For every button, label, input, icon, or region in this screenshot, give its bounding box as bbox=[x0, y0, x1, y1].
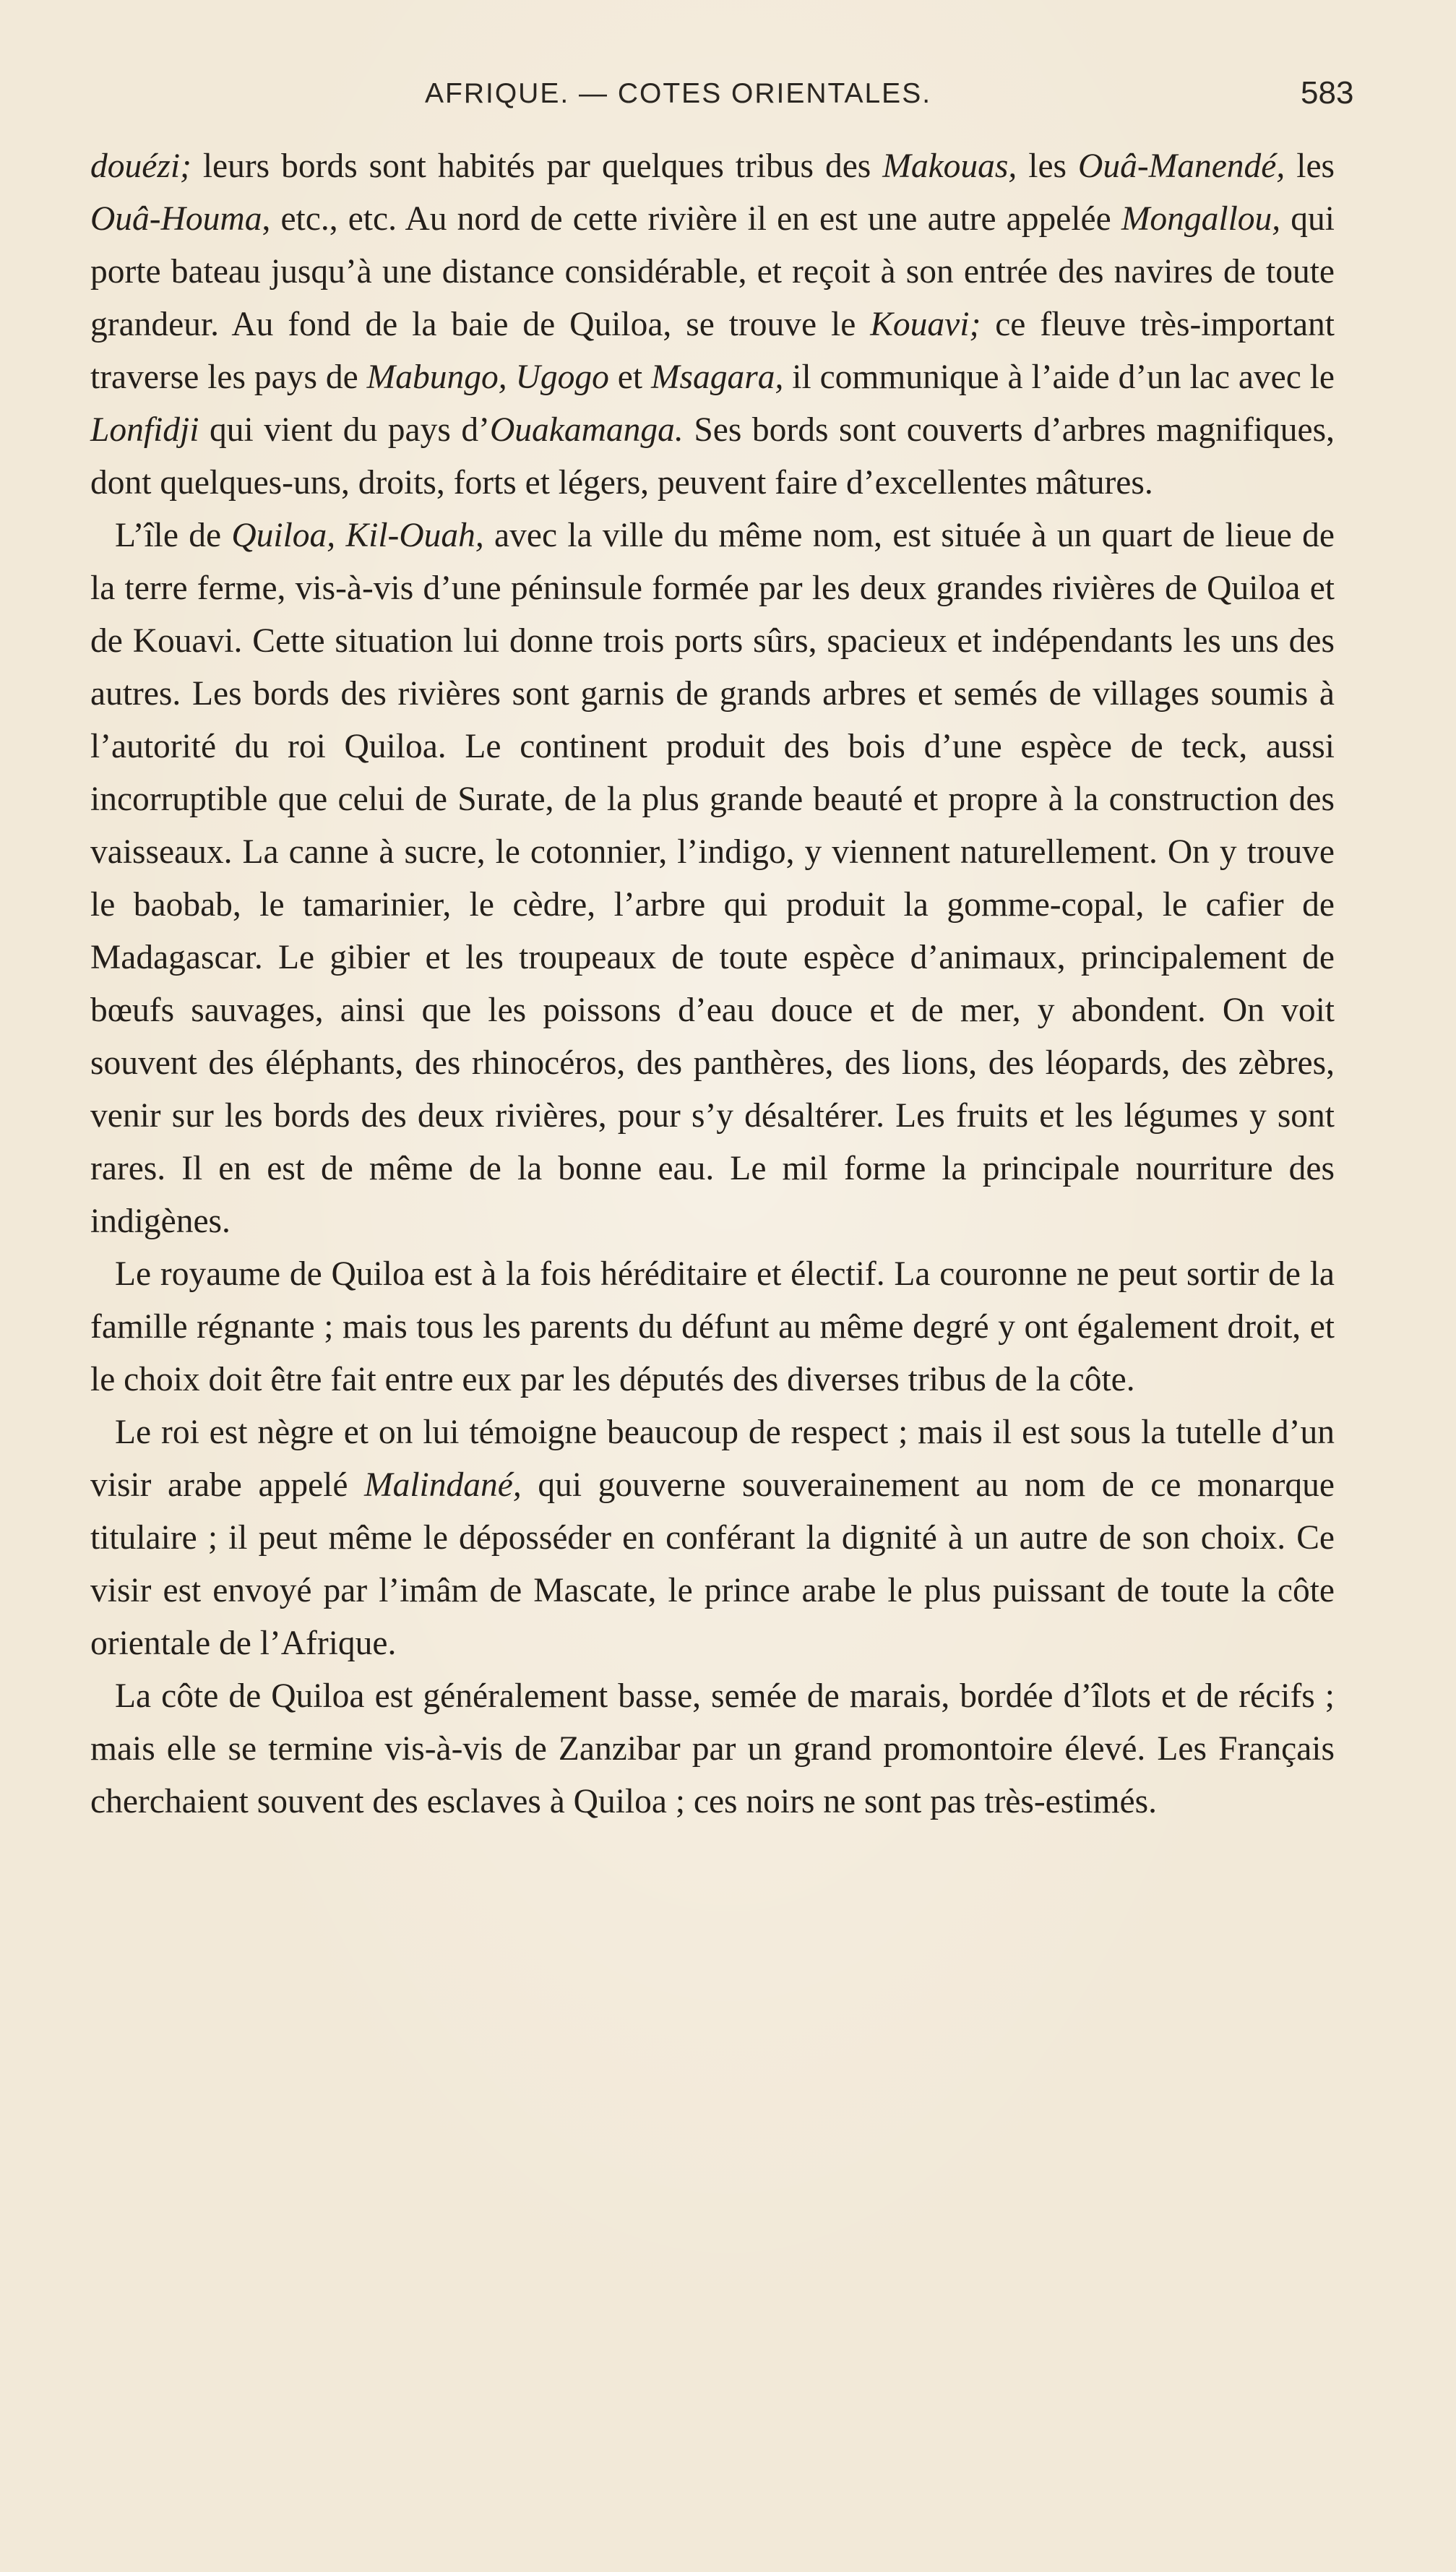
proper-name-text: Makouas, bbox=[882, 147, 1017, 185]
body-text: Le roi est nègre et on lui témoigne beaucoup de respect ; mais il est sous la tutelle d’un visir arabe appelé bbox=[90, 1414, 1335, 1504]
body-text: les bbox=[1017, 147, 1079, 185]
proper-name-text: Msagara, bbox=[650, 358, 784, 396]
proper-name-text: Mongallou, bbox=[1121, 200, 1281, 238]
body-text: L’île de bbox=[115, 517, 232, 554]
body-text: qui porte bateau jusqu’à une distance considérable, et reçoit à son entrée des navires de toute grandeur. Au fond de la baie de Quiloa, se trouve le bbox=[90, 200, 1335, 343]
proper-name-text: douézi; bbox=[90, 147, 191, 185]
running-title: AFRIQUE. — COTES ORIENTALES. bbox=[425, 78, 932, 109]
body-text: qui vient du pays d’ bbox=[199, 411, 490, 449]
body-text: qui gouverne souverainement au nom de ce monarque titulaire ; il peut même le déposséder en conférant la dignité à un autre de son choix. Ce visir est envoyé par l’imâm de Mascate, le prince arabe le plus puissant de toute la côte orientale de l’Afrique. bbox=[90, 1466, 1335, 1662]
page-number: 583 bbox=[1301, 75, 1354, 111]
running-header bbox=[0, 75, 1456, 121]
body-text: avec la ville du même nom, est située à un quart de lieue de la terre ferme, vis-à-vis d’une péninsule formée par les deux grandes rivières de Quiloa et de Kouavi. Cette situation lui donne trois ports sûrs, spacieux et indépendants les uns des autres. Les bords des rivières sont garnis de grands arbres et semés de villages soumis à l’autorité du roi Quiloa. Le continent produit des bois d’une espèce de teck, aussi incorruptible que celui de Surate, de la plus grande beauté et propre à la construction des vaisseaux. La canne à sucre, le cotonnier, l’indigo, y viennent naturellement. On y trouve le baobab, le tamarinier, le cèdre, l’arbre qui produit la gomme-copal, le cafier de Madagascar. Le gibier et les troupeaux de toute espèce d’animaux, principalement de bœufs sauvages, ainsi que les poissons d’eau douce et de mer, y abondent. On voit souvent des éléphants, des rhinocéros, des panthères, des lions, des léopards, des zèbres, venir sur les bords des deux rivières, pour s’y désaltérer. Les fruits et les légumes y sont rares. Il en est de même de la bonne eau. Le mil forme la principale nourriture des indigènes. bbox=[90, 517, 1335, 1240]
paragraph-3 bbox=[90, 1248, 1335, 1406]
body-text: , etc., etc. Au nord de cette rivière il en est une autre appelée bbox=[262, 200, 1121, 238]
proper-name-text: Ouâ-Houma bbox=[90, 200, 262, 238]
body-text: Ses bords sont couverts d’arbres magnifiques, dont quelques-uns, droits, forts et légers, peuvent faire d’excellentes mâtures. bbox=[90, 411, 1335, 502]
proper-name-text: Lonfidji bbox=[90, 411, 199, 449]
body-text: les bbox=[1285, 147, 1335, 185]
proper-name-text: Ouâ-Manendé, bbox=[1078, 147, 1285, 185]
body-text: ce fleuve très-important traverse les pays de bbox=[90, 306, 1335, 396]
proper-name-text: Malindané, bbox=[364, 1466, 522, 1504]
proper-name-text: Quiloa, Kil-Ouah, bbox=[231, 517, 484, 554]
proper-name-text: Kouavi; bbox=[870, 306, 981, 343]
body-text: La côte de Quiloa est généralement basse, semée de marais, bordée d’îlots et de récifs ; mais elle se termine vis-à-vis de Zanzibar par un grand promontoire élevé. Les Français cherchaient souvent des esclaves à Quiloa ; ces noirs ne sont pas très-estimés. bbox=[90, 1677, 1335, 1820]
proper-name-text: Mabungo, Ugogo bbox=[366, 358, 609, 396]
proper-name-text: Ouakamanga. bbox=[489, 411, 684, 449]
paragraph-1 bbox=[90, 140, 1335, 509]
body-text: leurs bords sont habités par quelques tribus des bbox=[191, 147, 883, 185]
paragraph-5 bbox=[90, 1670, 1335, 1828]
paragraph-4 bbox=[90, 1406, 1335, 1670]
body-text: Le royaume de Quiloa est à la fois héréditaire et électif. La couronne ne peut sortir de la famille régnante ; mais tous les parents du défunt au même degré y ont également droit, et le choix doit être fait entre eux par les députés des diverses tribus de la côte. bbox=[90, 1255, 1335, 1398]
body-text: il communique à l’aide d’un lac avec le bbox=[783, 358, 1335, 396]
body-text: et bbox=[608, 358, 651, 396]
main-text bbox=[90, 140, 1335, 1828]
paragraph-2 bbox=[90, 509, 1335, 1248]
